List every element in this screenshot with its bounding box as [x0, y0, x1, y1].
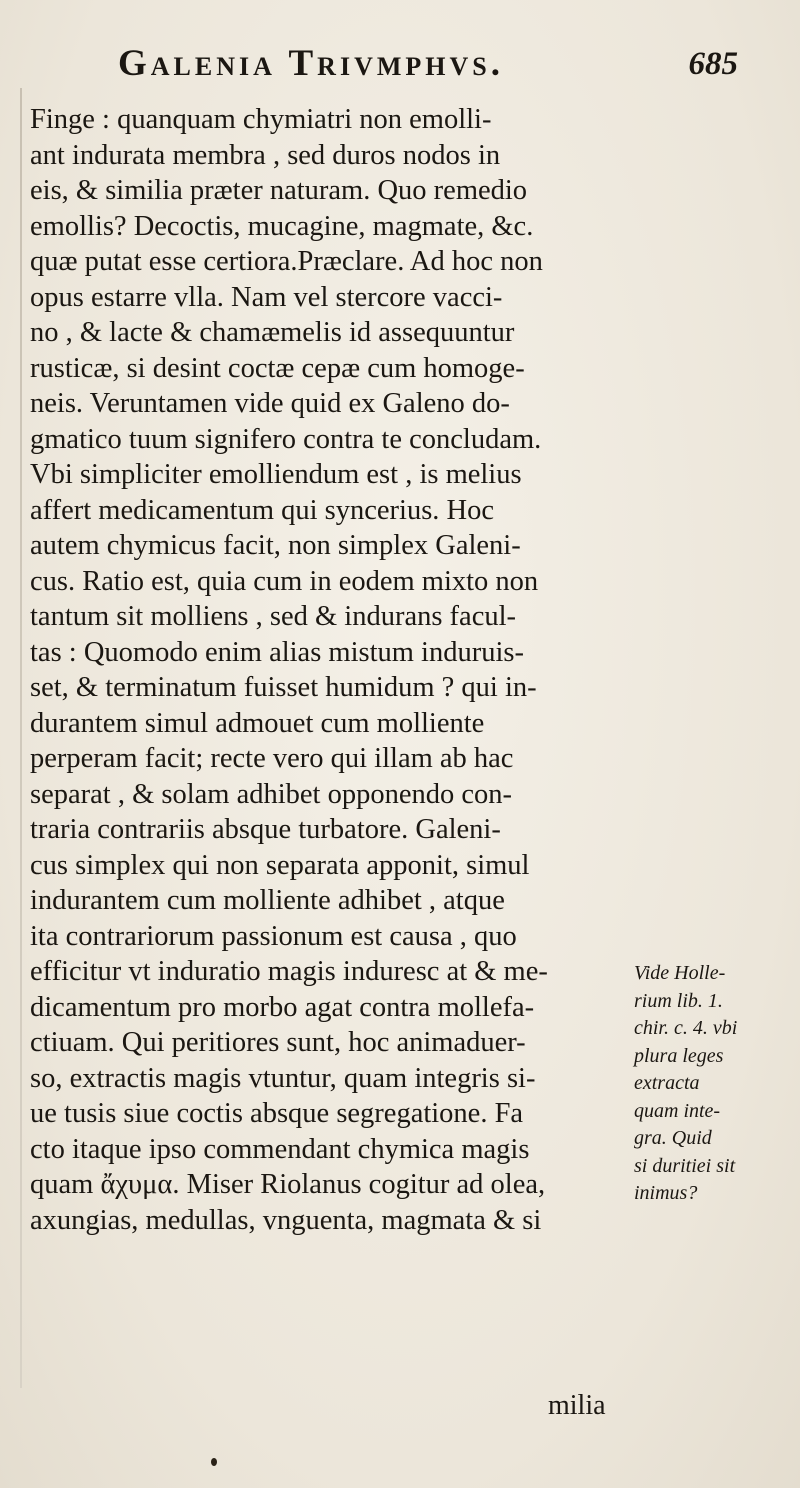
margin-note-line: extracta — [634, 1072, 700, 1094]
text-line: tantum sit molliens , sed & indurans facul- — [30, 601, 517, 632]
text-line: set, & terminatum fuisset humidum ? qui in- — [30, 672, 537, 703]
margin-note-line: si duritiei sit — [634, 1154, 736, 1177]
text-line: dicamentum pro morbo agat contra mollefa- — [30, 991, 535, 1023]
text-line: affert medicamentum qui syncerius. Hoc — [30, 494, 495, 526]
text-line: autem chymicus facit, non simplex Galeni- — [30, 530, 521, 561]
text-line: cus simplex qui non separata apponit, simul — [30, 849, 530, 881]
text-line: no , & lacte & chamæmelis id assequuntur — [30, 317, 515, 348]
text-line: gmatico tuum signifero contra te concludam. — [30, 423, 542, 455]
text-line: rusticæ, si desint coctæ cepæ cum homoge- — [30, 352, 525, 384]
margin-note-line: chir. c. 4. vbi — [634, 1017, 738, 1039]
text-line: ant indurata membra , sed duros nodos in — [30, 139, 501, 171]
text-line: neis. Veruntamen vide quid ex Galeno do- — [30, 388, 510, 419]
text-line: axungias, medullas, vnguenta, magmata & si — [30, 1204, 542, 1236]
text-line: perperam facit; recte vero qui illam ab hac — [30, 743, 514, 774]
text-line: cus. Ratio est, quia cum in eodem mixto non — [30, 565, 539, 597]
margin-note-line: plura leges — [634, 1044, 724, 1067]
margin-note — [634, 960, 794, 1208]
text-line: traria contrariis absque turbatore. Galeni- — [30, 814, 501, 845]
text-line: Finge : quanquam chymiatri non emolli- — [30, 104, 492, 135]
text-line: ctiuam. Qui peritiores sunt, hoc animaduer- — [30, 1027, 526, 1058]
text-line: ita contrariorum passionum est causa , quo — [30, 920, 517, 952]
margin-note-line: rium lib. 1. — [634, 989, 723, 1012]
text-line: quam ἄχυμα. Miser Riolanus cogitur ad olea, — [30, 1169, 546, 1200]
margin-note-line: inimus? — [634, 1182, 698, 1204]
margin-note-line: gra. Quid — [634, 1127, 712, 1149]
ink-speck — [211, 1458, 217, 1466]
text-line: Vbi simpliciter emolliendum est , is melius — [30, 459, 522, 490]
text-line: opus estarre vlla. Nam vel stercore vacci- — [30, 281, 503, 313]
margin-note-line: Vide Holle- — [634, 962, 726, 984]
running-title: Galenia Trivmphvs. — [118, 43, 504, 84]
text-line: ue tusis siue coctis absque segregatione. Fa — [30, 1098, 524, 1129]
gutter-edge — [20, 88, 22, 1388]
text-line: tas : Quomodo enim alias mistum induruis- — [30, 636, 524, 668]
text-line: eis, & similia præter naturam. Quo remedio — [30, 175, 528, 206]
body-text — [30, 102, 630, 1238]
text-line: so, extractis magis vtuntur, quam integris si- — [30, 1062, 536, 1094]
catchword: milia — [548, 1390, 606, 1421]
text-line: indurantem cum molliente adhibet , atque — [30, 885, 505, 916]
running-header — [118, 36, 738, 96]
text-line: separat , & solam adhibet opponendo con- — [30, 778, 512, 810]
text-line: durantem simul admouet cum molliente — [30, 707, 485, 739]
text-line: efficitur vt induratio magis induresc at & me- — [30, 956, 548, 987]
page-number: 685 — [688, 46, 738, 82]
text-line: quæ putat esse certiora.Præclare. Ad hoc non — [30, 246, 543, 277]
margin-note-line: quam inte- — [634, 1099, 721, 1122]
text-line: emollis? Decoctis, mucagine, magmate, &c. — [30, 210, 534, 242]
text-line: cto itaque ipso commendant chymica magis — [30, 1133, 530, 1165]
